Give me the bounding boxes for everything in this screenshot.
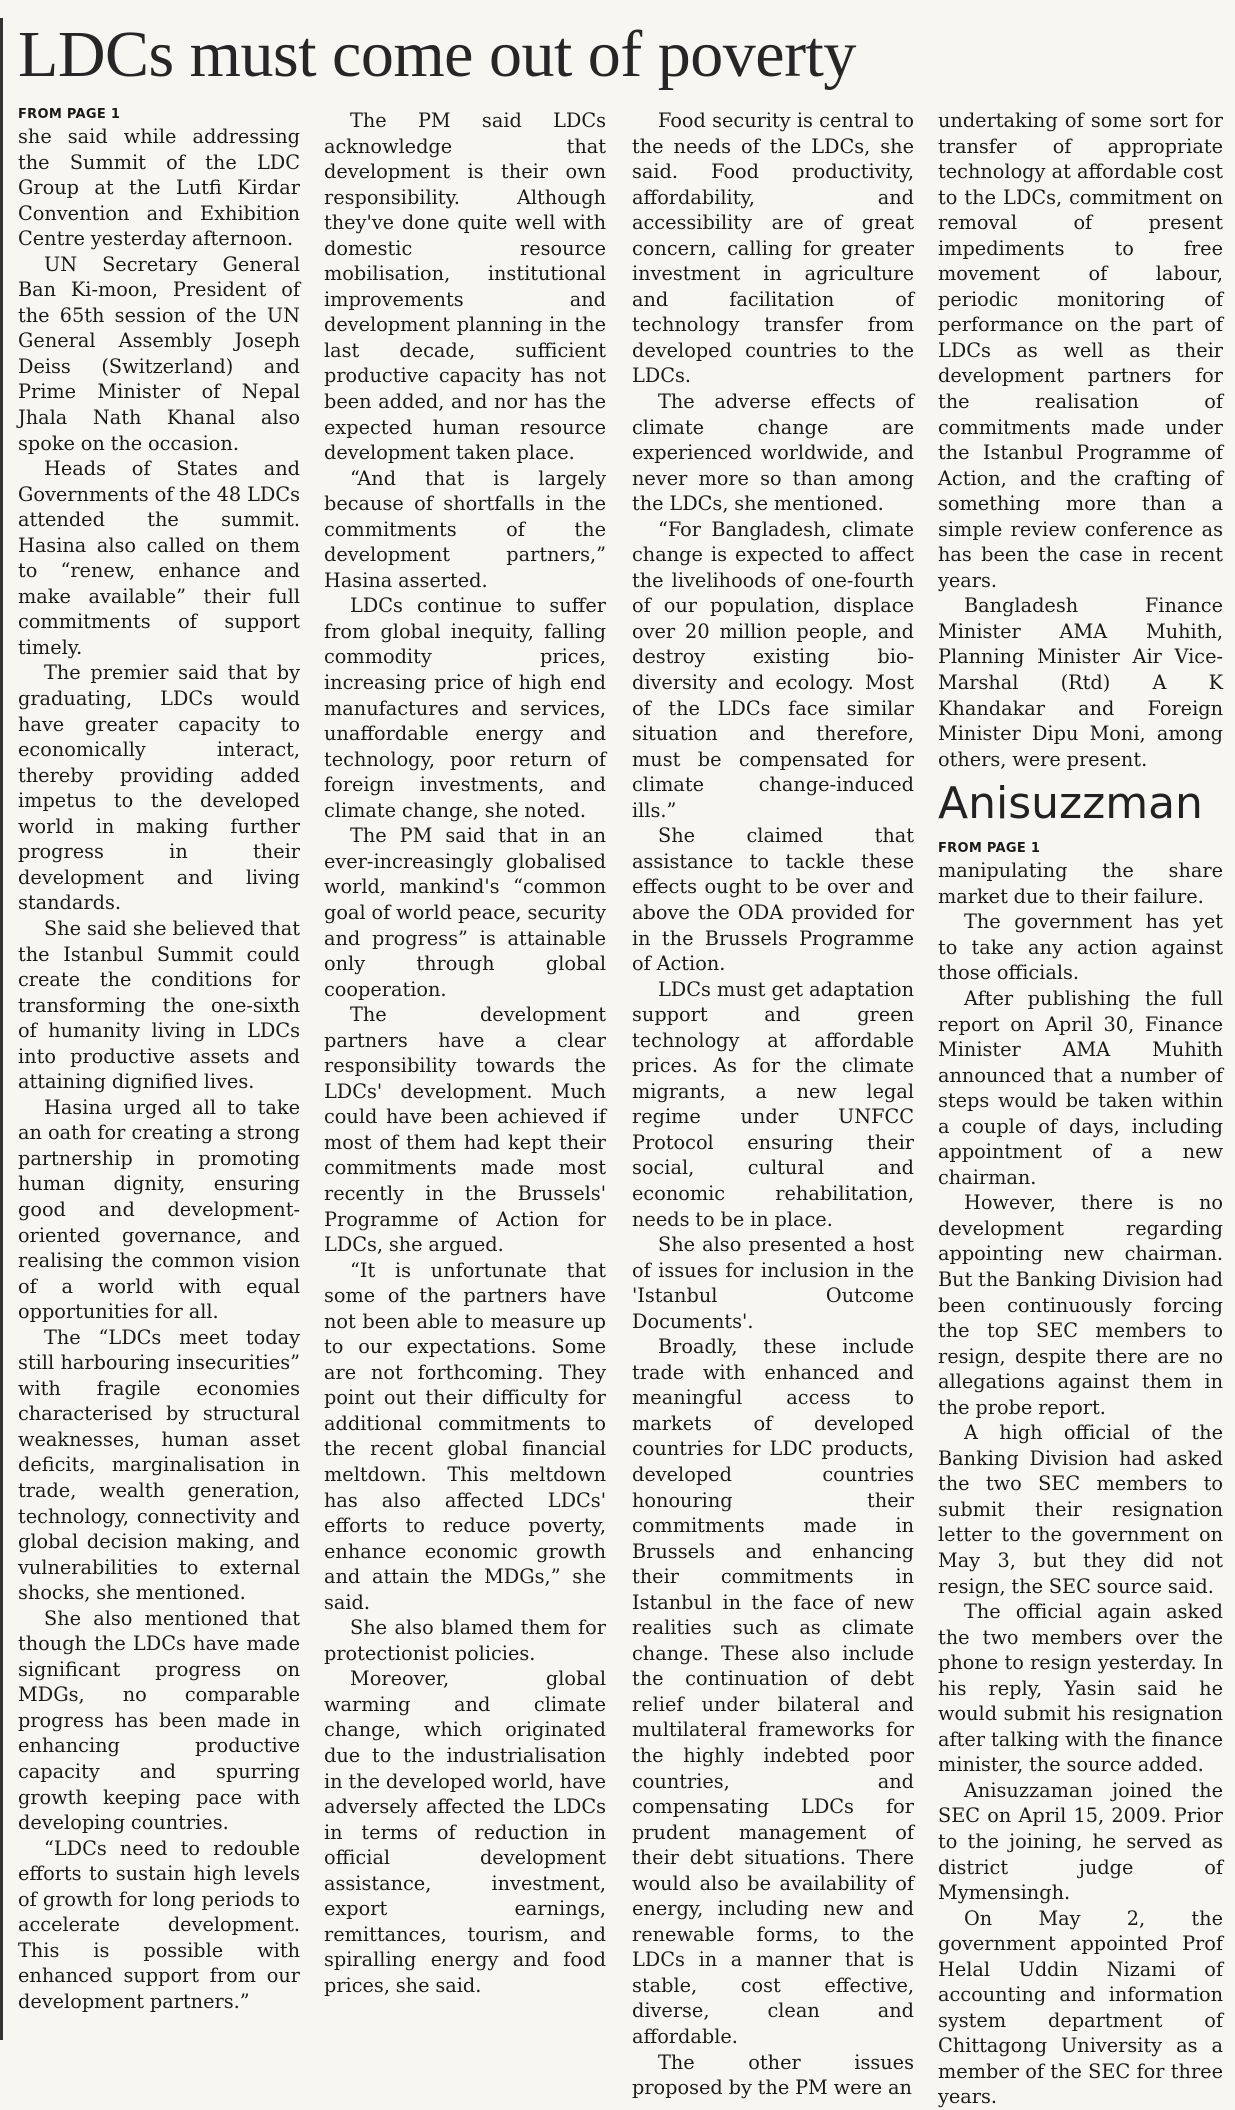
paragraph: She claimed that assistance to tackle these effects ought to be over and above the ODA provided for in the Brussels Programme of Action. xyxy=(632,824,914,976)
paragraph: The other issues proposed by the PM were an xyxy=(632,2050,914,2100)
paragraph: Anisuzzaman joined the SEC on April 15, 2009. Prior to the joining, he served as district judge of Mymensingh. xyxy=(938,1778,1223,1905)
continued-from-label: FROM PAGE 1 xyxy=(18,107,121,122)
paragraph: After publishing the full report on April 30, Finance Minister AMA Muhith announced that a number of steps would be taken within a couple of days, including appointment of a new chairman. xyxy=(938,986,1223,1189)
paragraph: LDCs continue to suffer from global inequity, falling commodity prices, increasing price of high end manufactures and services, unaffordable energy and technology, poor return of foreign investments, and climate change, she noted. xyxy=(324,594,606,822)
paragraph: “It is unfortunate that some of the partners have not been able to measure up to our expectations. Some are not forthcoming. They point out their difficulty for additional commitments to the recent global financial meltdown. This meltdown has also affected LDCs' efforts to reduce poverty, enhance economic growth and attain the MDGs,” she said. xyxy=(324,1258,606,1614)
continued-from-label: FROM PAGE 1 xyxy=(938,841,1041,857)
paragraph: Moreover, global warming and climate change, which originated due to the industrialisation in the developed world, have adversely affected the LDCs in terms of reduction in official development assistance, investment, export earnings, remittances, tourism, and spiralling energy and food prices, she said. xyxy=(324,1667,606,1997)
paragraph: On May 2, the government appointed Prof Helal Uddin Nizami of accounting and information system department of Chittagong University as a member of the SEC for three years. xyxy=(938,1906,1223,2109)
paragraph: The “LDCs meet today still harbouring insecurities” with fragile economies characterised by structural weaknesses, human asset deficits, marginalisation in trade, wealth generation, technology, connectivity and global decision making, and vulnerabilities to external shocks, she mentioned. xyxy=(18,1325,300,1605)
paragraph: LDCs must get adaptation support and green technology at affordable prices. As for the climate migrants, a new legal regime under UNFCC Protocol ensuring their social, cultural and economic rehabilitation, needs to be in place. xyxy=(632,977,914,1231)
paragraph: The official again asked the two members over the phone to resign yesterday. In his reply, Yasin said he would submit his resignation after talking with the finance minister, the source added. xyxy=(938,1600,1223,1777)
paragraph: The PM said that in an ever-increasingly globalised world, mankind's “common goal of world peace, security and progress” is attainable only through global cooperation. xyxy=(324,824,606,1001)
paragraph: Bangladesh Finance Minister AMA Muhith, Planning Minister Air Vice-Marshal (Rtd) A K Khandakar and Foreign Minister Dipu Moni, among others, were present. xyxy=(938,594,1223,771)
paragraph: She also blamed them for protectionist policies. xyxy=(324,1616,606,1665)
second-story-headline: Anisuzzman xyxy=(938,778,1203,830)
paragraph: Hasina urged all to take an oath for creating a strong partnership in promoting human dignity, ensuring good and development-oriented governance, and realising the common vision of a world with equal opportunities for all. xyxy=(18,1095,300,1324)
paragraph: The development partners have a clear responsibility towards the LDCs' development. Much could have been achieved if most of them had kept their commitments made most recently in the Brussels' Programme of Action for LDCs, she argued. xyxy=(324,1003,606,1257)
paragraph: The adverse effects of climate change are experienced worldwide, and never more so than among the LDCs, she mentioned. xyxy=(632,390,914,516)
paragraph: However, there is no development regarding appointing new chairman. But the Banking Division had been continuously forcing the top SEC members to resign, despite there are no allegations against them in the probe report. xyxy=(938,1191,1223,1419)
paragraph: undertaking of some sort for transfer of appropriate technology at affordable cost to the LDCs, commitment on removal of present impediments to free movement of labour, periodic monitoring of performance on the part of LDCs as well as their development partners for the realisation of commitments made under the Istanbul Programme of Action, and the crafting of something more than a simple review conference as has been the case in recent years. xyxy=(938,109,1223,592)
paragraph: She also presented a host of issues for inclusion in the 'Istanbul Outcome Documents'. xyxy=(632,1233,914,1333)
paragraph: she said while addressing the Summit of the LDC Group at the Lutfi Kirdar Convention and Exhibition Centre yesterday afternoon. xyxy=(18,125,300,251)
paragraph: Heads of States and Governments of the 48 LDCs attended the summit. Hasina also called on them to “renew, enhance and make available” their full commitments of support timely. xyxy=(18,457,300,659)
paragraph: manipulating the share market due to their failure. xyxy=(938,859,1223,908)
article-column-4 xyxy=(938,108,1223,2110)
paragraph: “And that is largely because of shortfalls in the commitments of the development partners,” Hasina asserted. xyxy=(324,466,606,592)
paragraph: Food security is central to the needs of the LDCs, she said. Food productivity, affordability, and accessibility are of great concern, calling for greater investment in agriculture and facilitation of technology transfer from developed countries to the LDCs. xyxy=(632,109,914,388)
left-column-rule xyxy=(0,18,3,2040)
paragraph: A high official of the Banking Division had asked the two SEC members to submit their resignation letter to the government on May 3, but they did not resign, the SEC source said. xyxy=(938,1421,1223,1598)
paragraph: The premier said that by graduating, LDCs would have greater capacity to economically interact, thereby providing added impetus to the developed world in making further progress in their development and living standards. xyxy=(18,661,300,915)
paragraph: Broadly, these include trade with enhanced and meaningful access to markets of developed countries for LDC products, developed countries honouring their commitments made in Brussels and enhancing their commitments in Istanbul in the face of new realities such as climate change. These also include the continuation of debt relief under bilateral and multilateral frameworks for the highly indebted poor countries, and compensating LDCs for prudent management of their debt situations. There would also be availability of energy, including new and renewable forms, to the LDCs in a manner that is stable, cost effective, diverse, clean and affordable. xyxy=(632,1335,914,2049)
paragraph: “LDCs need to redouble efforts to sustain high levels of growth for long periods to accelerate development. This is possible with enhanced support from our development partners.” xyxy=(18,1836,300,2013)
paragraph: She said she believed that the Istanbul Summit could create the conditions for transforming the one-sixth of humanity living in LDCs into productive assets and attaining dignified lives. xyxy=(18,916,300,1094)
headline: LDCs must come out of poverty xyxy=(18,18,856,91)
article-column-2 xyxy=(324,108,606,1998)
paragraph: “For Bangladesh, climate change is expected to affect the livelihoods of one-fourth of our population, displace over 20 million people, and destroy existing bio-diversity and ecology. Most of the LDCs face similar situation and therefore, must be compensated for climate change-induced ills.” xyxy=(632,517,914,822)
article-column-1 xyxy=(18,108,300,2014)
paragraph: She also mentioned that though the LDCs have made significant progress on MDGs, no comparable progress has been made in enhancing productive capacity and spurring growth keeping pace with developing countries. xyxy=(18,1606,300,1835)
paragraph: UN Secretary General Ban Ki-moon, President of the 65th session of the UN General Assembly Joseph Deiss (Switzerland) and Prime Minister of Nepal Jhala Nath Khanal also spoke on the occasion. xyxy=(18,252,300,455)
article-column-3 xyxy=(632,108,914,2101)
paragraph: The government has yet to take any action against those officials. xyxy=(938,910,1223,985)
paragraph: The PM said LDCs acknowledge that development is their own responsibility. Although they've done quite well with domestic resource mobilisation, institutional improvements and development planning in the last decade, sufficient productive capacity has not been added, and nor has the expected human resource development taken place. xyxy=(324,109,606,465)
